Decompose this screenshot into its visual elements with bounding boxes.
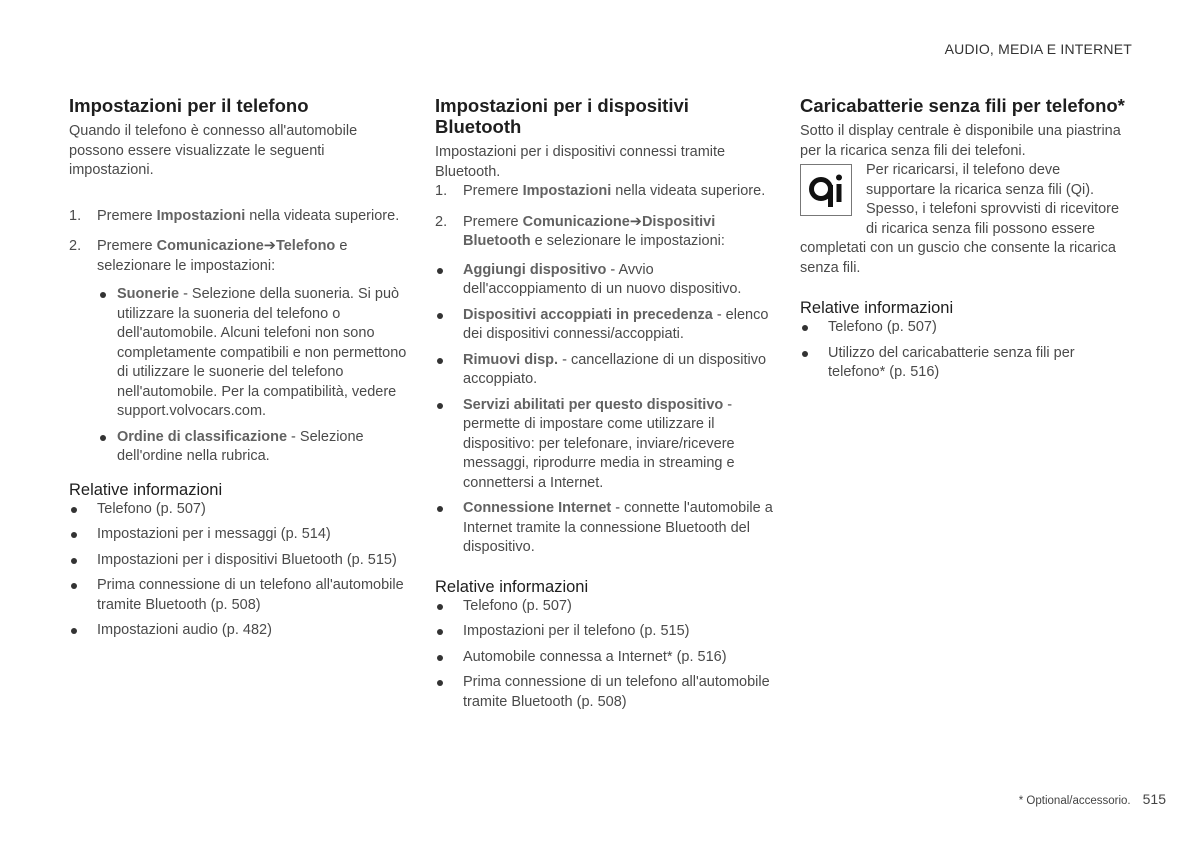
related-link[interactable]: Automobile connessa a Internet* (p. 516) (435, 648, 773, 668)
related-link[interactable]: Impostazioni per i messaggi (p. 514) (69, 525, 407, 545)
phone-settings-column (69, 95, 407, 641)
related-list (800, 318, 1130, 383)
step-1: 1. Premere Impostazioni nella videata superiore. (69, 207, 400, 224)
step-2: 2. Premere Comunicazione➔Dispositivi Bluetooth e selezionare le impostazioni: (435, 213, 725, 249)
menu-comunicazione: Comunicazione (156, 238, 264, 254)
intro-text: Impostazioni per i dispositivi connessi tramite Bluetooth. (435, 144, 726, 180)
related-title: Relative informazioni (69, 480, 223, 499)
intro-text: Quando il telefono è connesso all'automobile possono essere visualizzate le seguenti impostazioni. (69, 123, 358, 178)
related-title: Relative informazioni (800, 299, 954, 317)
arrow-right-icon: ➔ (263, 238, 276, 254)
related-link[interactable]: Impostazioni per i dispositivi Bluetooth (p. 515) (69, 551, 407, 571)
menu-impostazioni: Impostazioni (156, 207, 246, 224)
option-suonerie: Suonerie - Selezione della suoneria. Si può utilizzare la suoneria del telefono o dell'automobile. Alcuni telefoni non sono completamente compatibili e non permettono di utilizzare le suonerie del telefono nell'automobile. Per la compatibilità, vedere support.volvocars.com. (97, 285, 407, 422)
related-link[interactable]: Impostazioni audio (p. 482) (69, 621, 407, 641)
qi-wireless-charging-icon (800, 164, 852, 216)
steps-list (69, 207, 407, 277)
section-title: Caricabatterie senza fili per telefono* (800, 95, 1125, 116)
qi-body-text: Per ricaricarsi, il telefono deve supportare la ricarica senza fili (Qi). Spesso, i telefoni sprovvisti di ricevitore di ricarica senza fili possono essere completati con un guscio che consente la ricarica senza fili. (800, 162, 1120, 276)
related-link[interactable]: Telefono (p. 507) (69, 500, 407, 520)
option-aggiungi: Aggiungi dispositivo - Avvio dell'accoppiamento di un nuovo dispositivo. (435, 261, 773, 300)
menu-comunicazione: Comunicazione (522, 213, 630, 230)
option-servizi: Servizi abilitati per questo dispositivo - permette di impostare come utilizzare il dispositivo: per telefonare, inviare/ricevere messaggi, riprodurre media in streaming e connettersi a Internet. (435, 396, 773, 494)
related-title: Relative informazioni (435, 577, 589, 596)
option-accoppiati: Dispositivi accoppiati in precedenza - elenco dei dispositivi connessi/accoppiati. (435, 306, 773, 345)
related-link[interactable]: Telefono (p. 507) (435, 597, 773, 617)
section-title: Impostazioni per il telefono (69, 95, 309, 116)
step-2: 2. Premere Comunicazione➔Telefono e selezionare le impostazioni: (69, 238, 348, 274)
menu-telefono: Telefono (275, 238, 336, 254)
wireless-charger-column (800, 95, 1130, 383)
related-link[interactable]: Telefono (p. 507) (800, 318, 1130, 338)
qi-logo-icon (801, 165, 851, 215)
related-list (69, 500, 407, 641)
arrow-right-icon: ➔ (629, 213, 642, 230)
options-list (97, 285, 407, 467)
step-1: 1. Premere Impostazioni nella videata superiore. (435, 183, 766, 199)
related-link[interactable]: Impostazioni per il telefono (p. 515) (435, 622, 773, 642)
option-internet: Connessione Internet - connette l'automobile a Internet tramite la connessione Bluetooth del dispositivo. (435, 499, 773, 558)
options-list (435, 261, 773, 558)
qi-paragraph (800, 161, 1130, 278)
bluetooth-settings-column (435, 95, 773, 712)
related-link[interactable]: Prima connessione di un telefono all'automobile tramite Bluetooth (p. 508) (435, 673, 773, 712)
page-footer (1019, 791, 1166, 807)
menu-impostazioni: Impostazioni (522, 183, 612, 199)
section-title: Impostazioni per i dispositivi Bluetooth (435, 95, 689, 137)
footnote: * Optional/accessorio. (1018, 795, 1131, 807)
section-header: AUDIO, MEDIA E INTERNET (944, 41, 1132, 57)
option-ordine: Ordine di classificazione - Selezione dell'ordine nella rubrica. (97, 428, 407, 467)
page-number: 515 (1142, 791, 1166, 807)
related-link[interactable]: Utilizzo del caricabatterie senza fili per telefono* (p. 516) (800, 344, 1130, 383)
steps-list (435, 182, 773, 252)
option-rimuovi: Rimuovi disp. - cancellazione di un dispositivo accoppiato. (435, 351, 773, 390)
related-list (435, 597, 773, 713)
related-link[interactable]: Prima connessione di un telefono all'automobile tramite Bluetooth (p. 508) (69, 576, 407, 615)
intro-text: Sotto il display centrale è disponibile una piastrina per la ricarica senza fili dei telefoni. (800, 123, 1121, 159)
menu-dispositivi-bluetooth: Dispositivi Bluetooth (463, 213, 716, 249)
